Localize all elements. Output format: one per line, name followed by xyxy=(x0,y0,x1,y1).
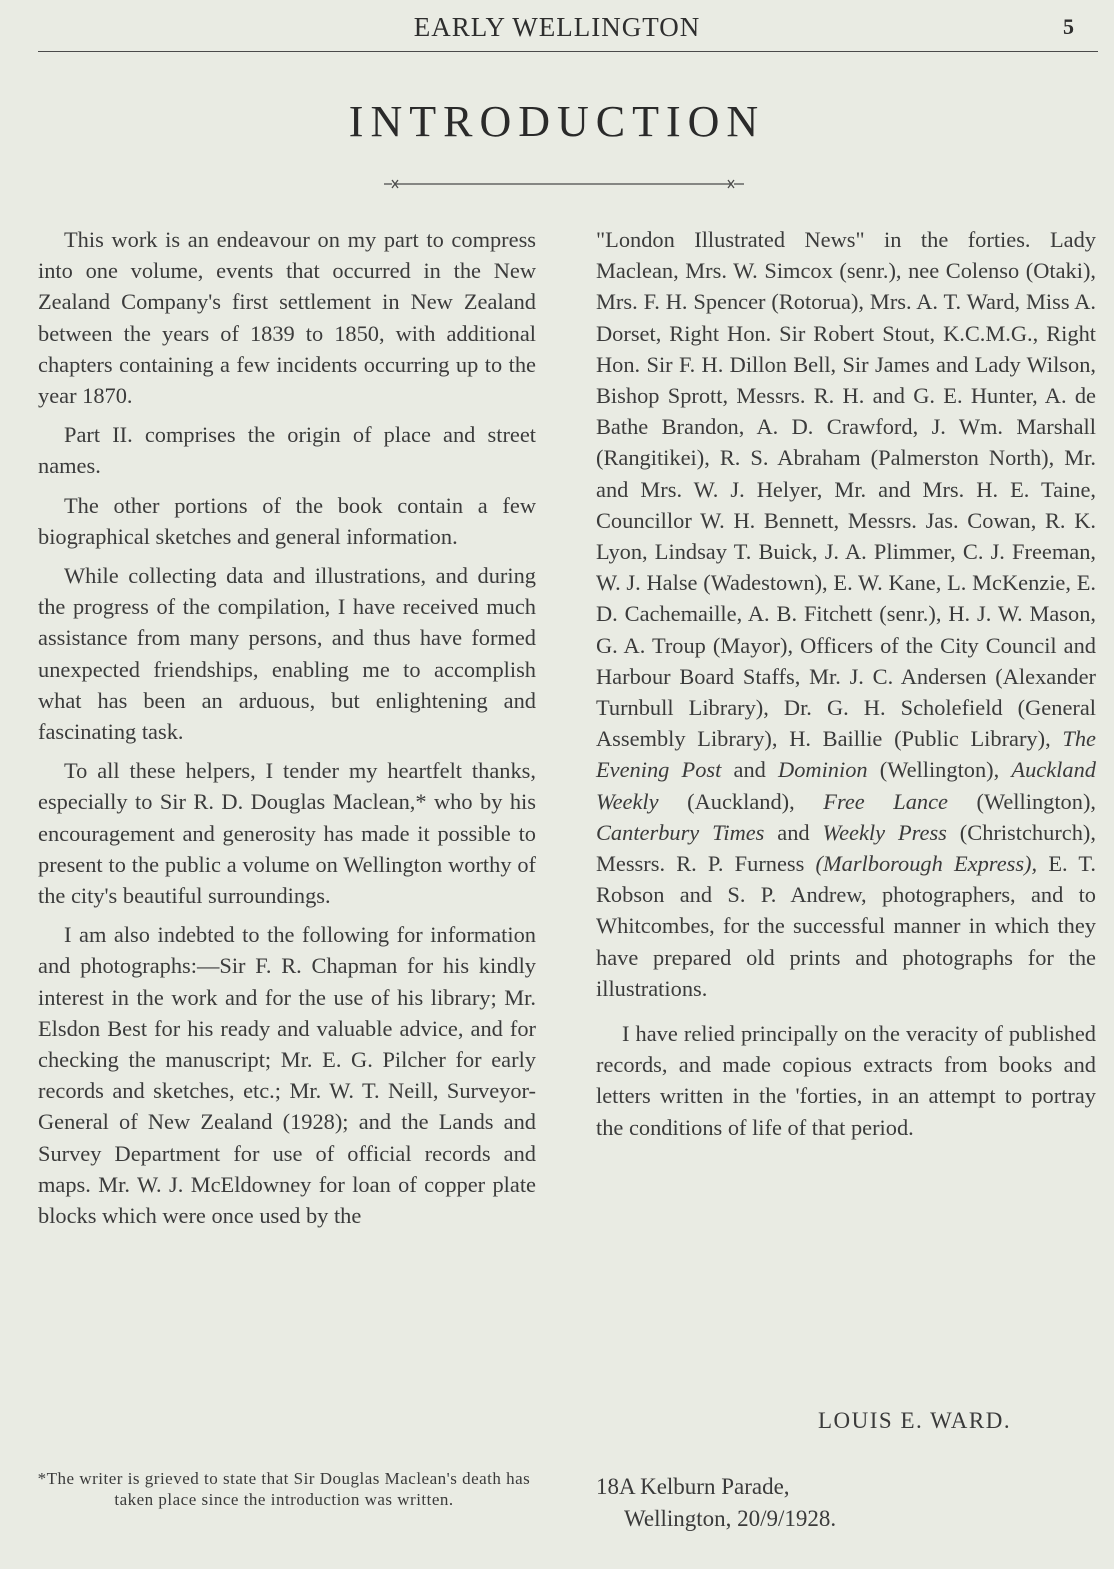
marlborough-express-title: (Marlborough Express), xyxy=(815,851,1038,877)
page-title: INTRODUCTION xyxy=(348,97,766,146)
intro-paragraph-4: While collecting data and illustrations, and during the progress of the compilation, I have received much assistance from many persons, and thus have formed unexpected friendships, enabling me to accomplish what has been an arduous, but enlightening and fascinating task. xyxy=(38,563,536,745)
ack-and: and xyxy=(733,757,766,783)
ack-text-end: E. T. Robson and S. P. Andrew, photographers, and to Whitcombes, for the successful manner in which they have prepared old prints and photographs for the illustrations. xyxy=(596,851,1096,1001)
ack-and-2: and xyxy=(777,819,810,845)
intro-paragraph-3: The other portions of the book contain a few biographical sketches and general information. xyxy=(38,492,536,549)
intro-paragraph-2: Part II. comprises the origin of place and street names. xyxy=(38,422,536,479)
dominion-title: Dominion xyxy=(778,757,868,783)
intro-paragraph-5: To all these helpers, I tender my heartfelt thanks, especially to Sir R. D. Douglas Maclean,* who by his encouragement and generosity has made it possible to present to the public a volume on Wellington worthy of the city's beautiful surroundings. xyxy=(38,758,536,909)
canterbury-times-title: Canterbury Times xyxy=(596,819,765,845)
acknowledgements-paragraph xyxy=(596,224,1096,1004)
free-lance-title: Free Lance xyxy=(823,788,948,814)
ack-christchurch: (Christchurch), Messrs. R. P. Furness xyxy=(596,819,1096,877)
ack-wellington: (Wellington), xyxy=(879,757,1000,783)
running-header-title: EARLY WELLINGTON xyxy=(413,12,701,42)
weekly-press-title: Weekly Press xyxy=(822,819,947,845)
header-rule xyxy=(38,51,1098,52)
footnote: *The writer is grieved to state that Sir Douglas Maclean's death has taken place since the introduction was written. xyxy=(37,1469,531,1509)
address-line-1: 18A Kelburn Parade, xyxy=(596,1474,790,1499)
left-column xyxy=(38,224,536,1239)
ack-wellington-2: (Wellington), xyxy=(976,788,1096,814)
author-signature: LOUIS E. WARD. xyxy=(818,1408,1012,1433)
right-column xyxy=(596,224,1096,1151)
ack-text-start: "London Illustrated News" in the forties. Lady Maclean, Mrs. W. Simcox (senr.), nee Colenso (Otaki), Mrs. F. H. Spencer (Rotorua), Mrs. A. T. Ward, Miss A. Dorset, Right Hon. Sir Robert Stout, K.C.M.G., Right Hon. Sir F. H. Dillon Bell, Sir James and Lady Wilson, Bishop Sprott, Messrs. R. H. and G. E. Hunter, A. de Bathe Brandon, A. D. Crawford, J. Wm. Marshall (Rangitikei), R. S. Abraham (Palmerston North), Mr. and Mrs. W. J. Helyer, Mr. and Mrs. H. E. Taine, Councillor W. H. Bennett, Messrs. Jas. Cowan, R. K. Lyon, Lindsay T. Buick, J. A. Plimmer, C. J. Freeman, W. J. Halse (Wadestown), E. W. Kane, L. McKenzie, E. D. Cachemaille, A. B. Fitchett (senr.), H. J. W. Mason, G. A. Troup (Mayor), Officers of the City Council and Harbour Board Staffs, Mr. J. C. Andersen (Alexander Turnbull Library), Dr. G. H. Scholefield (General Assembly Library), H. Baillie (Public Library), xyxy=(596,227,1096,752)
intro-paragraph-1: This work is an endeavour on my part to compress into one volume, events that occurred in the New Zealand Company's first settlement in New Zealand between the years of 1839 to 1850, with additional chapters containing a few incidents occurring up to the year 1870. xyxy=(38,227,536,409)
title-ornament xyxy=(382,172,748,196)
ack-auckland: (Auckland), xyxy=(687,788,795,814)
intro-paragraph-6: I am also indebted to the following for information and photographs:—Sir F. R. Chapman for his kindly interest in the work and for the use of his library; Mr. Elsdon Best for his ready and valuable advice, and for checking the manuscript; Mr. E. G. Pilcher for early records and sketches, etc.; Mr. W. T. Neill, Surveyor-General of New Zealand (1928); and the Lands and Survey Department for use of official records and maps. Mr. W. J. McEldowney for loan of copper plate blocks which were once used by the xyxy=(38,922,536,1229)
auckland-weekly-title: Auckland Weekly xyxy=(596,757,1096,814)
closing-paragraph: I have relied principally on the veracity of published records, and made copious extracts from books and letters written in the 'forties, in an attempt to portray the conditions of life of that period. xyxy=(596,1021,1096,1140)
page-number: 5 xyxy=(1063,14,1074,39)
evening-post-title: The Evening Post xyxy=(596,726,1096,783)
address-line-2: Wellington, 20/9/1928. xyxy=(624,1506,837,1531)
